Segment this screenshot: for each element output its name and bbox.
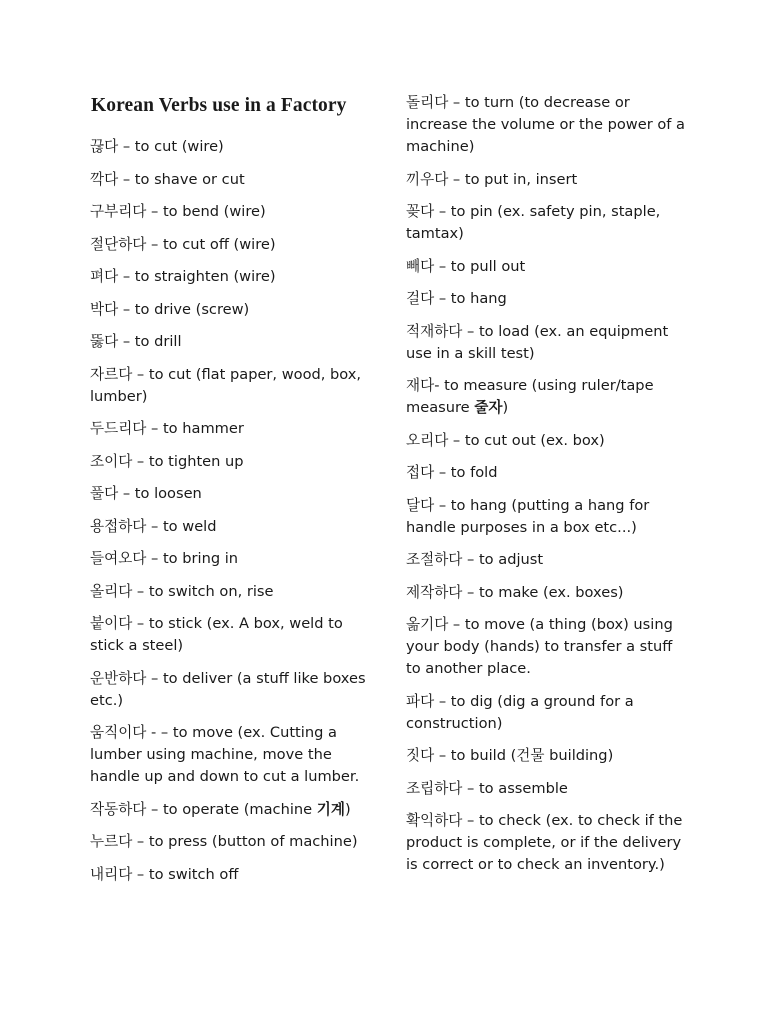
korean-verb: 박다: [90, 300, 119, 318]
korean-verb: 풀다: [90, 485, 119, 502]
vocab-entry: [90, 799, 370, 821]
vocab-entry: [90, 418, 370, 440]
vocab-entry: [90, 299, 370, 321]
english-meaning: - to measure (using ruler/tape measure: [406, 377, 654, 416]
english-meaning: – to drill: [118, 333, 182, 350]
english-meaning: – to cut out (ex. box): [448, 431, 605, 449]
korean-verb: 제작하다: [406, 583, 463, 601]
korean-verb: 들여오다: [90, 550, 147, 567]
vocab-entry: [406, 495, 690, 539]
english-meaning: – to pin (ex. safety pin, staple, tamtax): [406, 203, 661, 242]
english-meaning: – to cut (flat paper, wood, box, lumber): [90, 365, 362, 405]
vocab-entry: [406, 462, 690, 484]
english-meaning: – to operate (machine: [146, 800, 317, 818]
english-meaning: – to cut off (wire): [146, 235, 276, 253]
korean-verb: 두드리다: [90, 420, 147, 437]
english-meaning: – to put in, insert: [448, 170, 578, 188]
korean-verb: 적재하다: [406, 322, 463, 340]
vocab-entry: [406, 430, 690, 452]
vocab-entry: [406, 691, 690, 735]
vocab-entry: [90, 364, 370, 408]
korean-verb: 깍다: [90, 170, 119, 188]
vocab-entry: [90, 266, 370, 288]
english-meaning: – to loosen: [118, 485, 202, 502]
vocab-entry: [90, 331, 370, 353]
vocab-entry: [90, 516, 370, 538]
korean-verb: 걸다: [406, 290, 435, 307]
vocab-entry: [90, 136, 370, 158]
vocab-entry: [406, 582, 690, 604]
english-meaning: – to cut (wire): [118, 138, 224, 155]
korean-verb: 구부리다: [90, 203, 147, 220]
english-meaning: – to turn (to decrease or increase the volume or the power of a machine): [406, 94, 685, 155]
korean-verb: 끼우다: [406, 170, 449, 188]
vocab-entry: [90, 831, 370, 853]
korean-verb: 움직이다: [90, 724, 147, 741]
korean-verb: 재다: [406, 377, 435, 394]
vocab-entry: [90, 234, 370, 256]
korean-verb: 누르다: [90, 833, 133, 850]
english-meaning: – to fold: [434, 464, 498, 481]
korean-verb: 자르다: [90, 365, 133, 383]
vocab-entry: [406, 201, 690, 245]
korean-verb: 절단하다: [90, 235, 147, 253]
english-meaning: – to assemble: [462, 779, 568, 797]
vocab-entry: [406, 321, 690, 365]
vocab-entry: [406, 169, 690, 191]
english-meaning: - – to move (ex. Cutting a lumber using machine, move the handle up and down to cut a lumber.: [90, 724, 360, 785]
english-meaning: – to move (a thing (box) using your body (hands) to transfer a stuff to another place.: [406, 616, 673, 677]
english-meaning: – to press (button of machine): [132, 833, 358, 850]
english-meaning: – to shave or cut: [118, 170, 245, 188]
english-meaning: – to pull out: [434, 257, 526, 275]
vocab-entry: [90, 613, 370, 657]
english-meaning: – to straighten (wire): [118, 268, 276, 285]
korean-verb: 접다: [406, 464, 435, 481]
english-meaning: – to dig (dig a ground for a construction): [406, 692, 634, 732]
korean-verb: 올리다: [90, 582, 133, 600]
english-meaning: – to weld: [146, 517, 217, 535]
vocab-entry: [406, 614, 690, 680]
korean-verb: 돌리다: [406, 94, 449, 111]
english-meaning: – to check (ex. to check if the product is complete, or if the delivery is correct or to check an inventory.): [406, 812, 683, 873]
korean-verb: 붙이다: [90, 615, 133, 632]
english-meaning: – to load (ex. an equipment use in a skill test): [406, 322, 669, 362]
vocab-entry: [406, 778, 690, 800]
vocab-entry: [406, 375, 690, 419]
english-meaning: – to bend (wire): [146, 203, 266, 220]
vocab-entry: [90, 722, 370, 788]
vocab-entry: [90, 548, 370, 570]
korean-verb: 짓다: [406, 747, 435, 764]
vocab-entry: [90, 864, 370, 886]
vocab-entry: [90, 201, 370, 223]
korean-verb: 뚫다: [90, 333, 119, 350]
english-meaning: – to deliver (a stuff like boxes etc.): [90, 669, 366, 709]
korean-term-bold: 줄자: [474, 399, 503, 416]
korean-verb: 달다: [406, 496, 435, 514]
vocab-entry: [90, 668, 370, 712]
english-meaning: – to switch on, rise: [132, 582, 274, 600]
english-meaning: – to switch off: [132, 865, 239, 883]
closing-text: ): [502, 399, 509, 416]
english-meaning: – to hammer: [146, 420, 244, 437]
korean-verb: 운반하다: [90, 669, 147, 687]
left-column: [90, 136, 370, 896]
vocab-entry: [406, 745, 690, 767]
english-meaning: – to hang: [434, 290, 507, 307]
korean-verb: 꽂다: [406, 203, 435, 220]
korean-verb: 조이다: [90, 452, 133, 470]
vocab-entry: [90, 169, 370, 191]
vocab-entry: [90, 483, 370, 505]
english-meaning: – to bring in: [146, 550, 239, 567]
english-meaning: – to hang (putting a hang for handle purposes in a box etc...): [406, 496, 650, 536]
vocab-entry: [90, 451, 370, 473]
vocab-entry: [406, 288, 690, 310]
korean-term-bold: 기계: [316, 800, 345, 818]
english-meaning: – to tighten up: [132, 452, 244, 470]
english-meaning: – to make (ex. boxes): [462, 583, 624, 601]
english-meaning: – to stick (ex. A box, weld to stick a steel): [90, 615, 343, 654]
english-meaning: – to build (건물 building): [434, 747, 614, 764]
korean-verb: 파다: [406, 692, 435, 710]
korean-verb: 조립하다: [406, 779, 463, 797]
korean-verb: 빼다: [406, 257, 435, 275]
korean-verb: 조절하다: [406, 551, 463, 568]
vocab-entry: [406, 810, 690, 876]
vocab-entry: [406, 549, 690, 571]
vocab-entry: [90, 581, 370, 603]
korean-verb: 옮기다: [406, 616, 449, 633]
korean-verb: 펴다: [90, 268, 119, 285]
english-meaning: – to adjust: [462, 551, 544, 568]
korean-verb: 확익하다: [406, 812, 463, 829]
english-meaning: – to drive (screw): [118, 300, 250, 318]
korean-verb: 오리다: [406, 431, 449, 449]
vocab-entry: [406, 256, 690, 278]
document-title: Korean Verbs use in a Factory: [91, 95, 347, 116]
closing-text: ): [344, 800, 351, 818]
right-column: [406, 92, 690, 887]
vocab-entry: [406, 92, 690, 158]
korean-verb: 내리다: [90, 865, 133, 883]
korean-verb: 용접하다: [90, 517, 147, 535]
korean-verb: 끊다: [90, 138, 119, 155]
korean-verb: 작동하다: [90, 800, 147, 818]
